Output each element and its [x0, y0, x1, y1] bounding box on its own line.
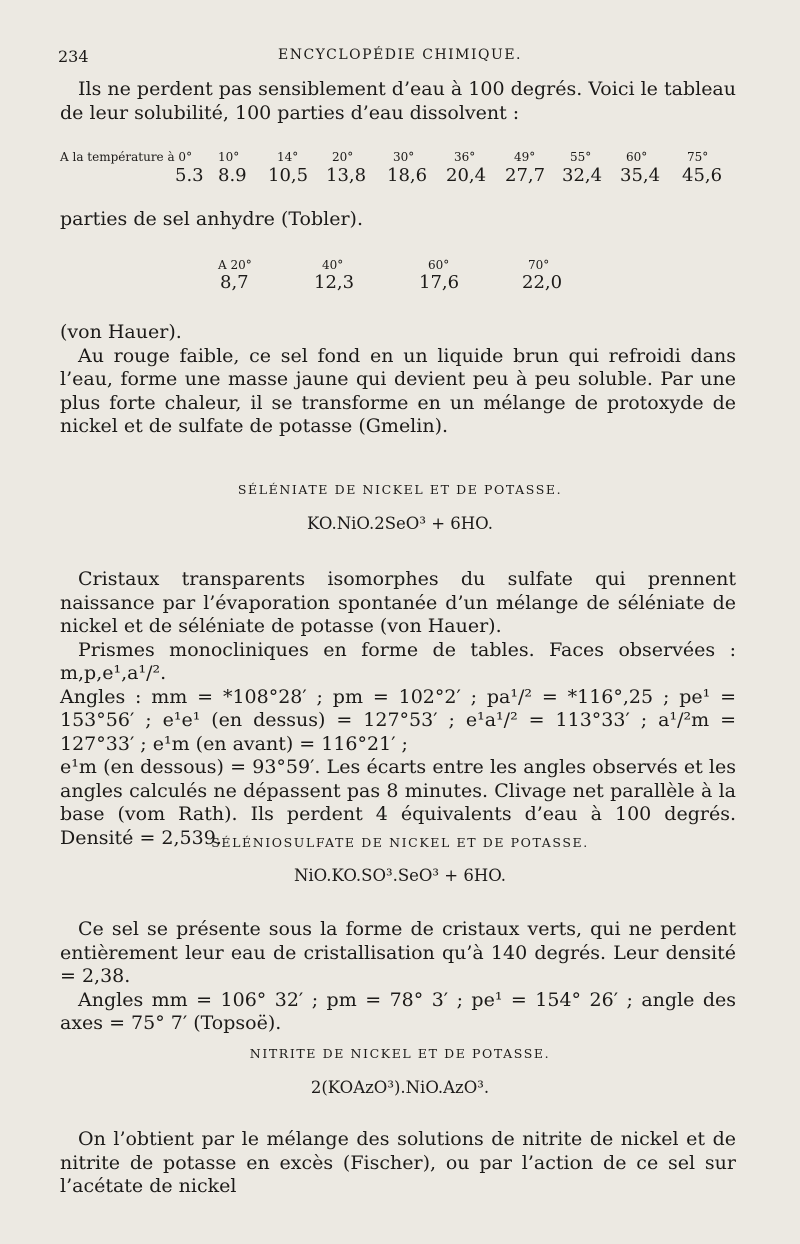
- tobler-text: parties de sel anhydre (Tobler).: [60, 208, 364, 230]
- value-cell: 17,6: [419, 272, 460, 293]
- formula-seleniate: KO.NiO.2SeO³ + 6HO.: [307, 514, 493, 533]
- running-title: ENCYCLOPÉDIE CHIMIQUE.: [278, 47, 522, 63]
- formula-nitrite: 2(KOAzO³).NiO.AzO³.: [310, 1078, 490, 1097]
- value-cell: 18,6: [387, 165, 428, 186]
- seleniate-para2-intro: Prismes monocliniques en forme de tables. Faces observées : m,p,e¹,a¹/².: [60, 638, 736, 684]
- intro-text: Ils ne perdent pas sensiblement d’eau à 100 degrés. Voici le tableau de leur solubilité, 100 parties d’eau dissolvent :: [60, 78, 736, 124]
- temp-cell: 40°: [322, 258, 344, 272]
- temp-cell: 70°: [528, 258, 550, 272]
- table-row-values: [60, 272, 740, 294]
- nitrite-para1: On l’obtient par le mélange des solutions de nitrite de nickel et de nitrite de potasse en excès (Fischer), ou par l’action de ce sel sur l’acétate de nickel: [60, 1128, 736, 1197]
- section-title-nitrite: NITRITE DE NICKEL ET DE POTASSE.: [249, 1046, 551, 1061]
- nitrite-text: [60, 1128, 736, 1199]
- value-cell: 8.9: [218, 165, 247, 186]
- value-cell: 22,0: [522, 272, 563, 293]
- seleniosulfate-para1: Ce sel se présente sous la forme de cristaux verts, qui ne perdent entièrement leur eau de cristallisation qu’à 140 degrés. Leur densité = 2,38.: [60, 918, 736, 987]
- formula-seleniosulfate: NiO.KO.SO³.SeO³ + 6HO.: [293, 866, 507, 885]
- temp-cell: 55°: [570, 150, 592, 164]
- rouge-text: Au rouge faible, ce sel fond en un liquide brun qui refroidi dans l’eau, forme une masse jaune qui devient peu à peu soluble. Par une plus forte chaleur, il se transforme en un mélange de protoxyde de nickel et de sulfate de potasse (Gmelin).: [60, 344, 736, 437]
- seleniosulfate-text: [60, 918, 736, 1036]
- value-cell: 13,8: [326, 165, 367, 186]
- seleniate-para1: Cristaux transparents isomorphes du sulfate qui prennent naissance par l’évaporation spontanée d’un mélange de séléniate de nickel et de séléniate de potasse (von Hauer).: [60, 568, 736, 637]
- value-cell: 20,4: [446, 165, 487, 186]
- value-cell: 32,4: [562, 165, 603, 186]
- temp-cell: 30°: [393, 150, 415, 164]
- section-title-seleniate: SÉLÉNIATE DE NICKEL ET DE POTASSE.: [237, 482, 563, 497]
- temp-cell: 60°: [428, 258, 450, 272]
- seleniate-text: [60, 568, 736, 850]
- value-cell: 27,7: [505, 165, 546, 186]
- tobler-caption: [60, 208, 736, 232]
- temp-cell: 49°: [514, 150, 536, 164]
- intro-paragraph: [60, 78, 736, 125]
- temp-cell: 36°: [454, 150, 476, 164]
- temp-cell: 14°: [277, 150, 299, 164]
- temp-cell: A 20°: [218, 258, 252, 272]
- temp-cell: 75°: [687, 150, 709, 164]
- value-cell: 12,3: [314, 272, 355, 293]
- value-cell: 10,5: [268, 165, 309, 186]
- page-number: 234: [58, 47, 89, 66]
- value-cell: 45,6: [682, 165, 723, 186]
- temp-cell: A la température à 0°: [60, 150, 193, 164]
- hauer-text: (von Hauer).: [60, 321, 182, 343]
- temp-cell: 60°: [626, 150, 648, 164]
- seleniate-angles-line2: e¹m (en dessous) = 93°59′.: [60, 756, 321, 778]
- seleniosulfate-para2: Angles mm = 106° 32′ ; pm = 78° 3′ ; pe¹ = 154° 26′ ; angle des axes = 75° 7′ (Topsoë).: [60, 988, 736, 1034]
- value-cell: 5.3: [175, 165, 204, 186]
- value-cell: 35,4: [620, 165, 661, 186]
- temp-cell: 10°: [218, 150, 240, 164]
- table-row-values: [60, 165, 740, 187]
- page-header: [0, 47, 800, 71]
- temp-cell: 20°: [332, 150, 354, 164]
- seleniate-angles-line1: Angles : mm = *108°28′ ; pm = 102°2′ ; pa¹/² = *116°,25 ; pe¹ = 153°56′ ; e¹e¹ (en dessus) = 127°53′ ; e¹a¹/² = 113°33′ ; a¹/²m = 127°33′ ; e¹m (en avant) = 116°21′ ;: [60, 685, 736, 755]
- value-cell: 8,7: [220, 272, 249, 293]
- seleniate-rest-text: Les écarts entre les angles observés et les angles calculés ne dépassent pas 8 minutes. Clivage net parallèle à la base (vom Rath). Ils perdent 4 équivalents d’eau à 100 degrés. Densité = 2,539.: [60, 756, 736, 849]
- section-title-seleniosulfate: SÉLÉNIOSULFATE DE NICKEL ET DE POTASSE.: [211, 835, 589, 850]
- rouge-paragraph: [60, 321, 736, 439]
